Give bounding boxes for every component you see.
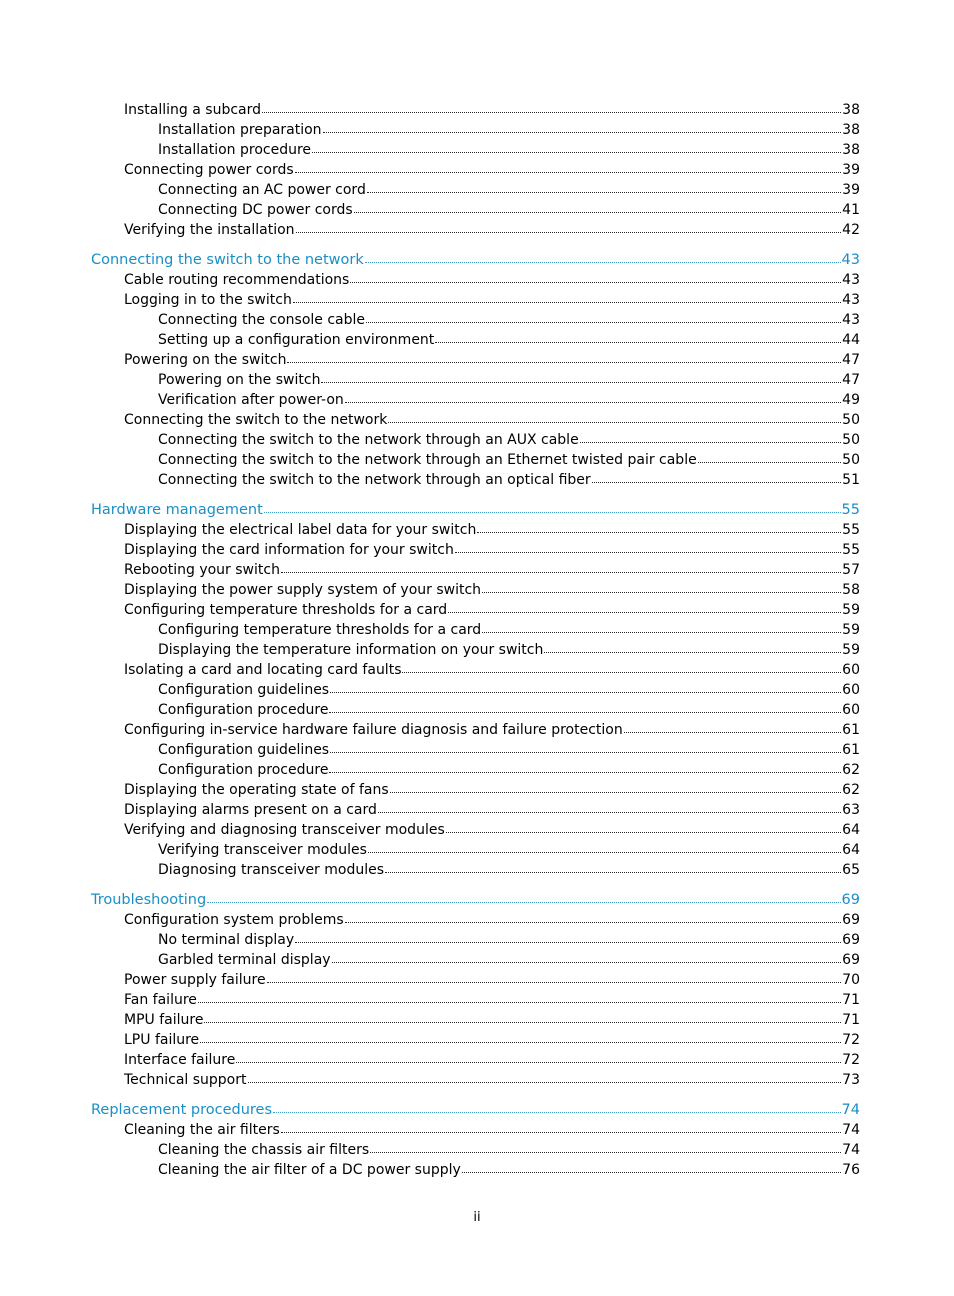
toc-entry[interactable] <box>124 540 860 560</box>
toc-page-number: 73 <box>842 1072 860 1088</box>
toc-entry[interactable] <box>124 270 860 290</box>
dot-leader <box>296 220 842 234</box>
toc-page-number: 59 <box>842 602 860 618</box>
toc-entry[interactable] <box>158 640 860 660</box>
toc-entry-title: Displaying the operating state of fans <box>124 782 389 798</box>
toc-entry[interactable] <box>124 1030 860 1050</box>
toc-page-number: 38 <box>842 122 860 138</box>
toc-entry-title: Cleaning the air filters <box>124 1122 280 1138</box>
toc-entry-title: Technical support <box>124 1072 247 1088</box>
toc-entry[interactable] <box>124 910 860 930</box>
toc-entry[interactable] <box>158 330 860 350</box>
toc-page-number: 72 <box>842 1052 860 1068</box>
toc-page-number: 43 <box>842 292 860 308</box>
toc-page-number: 69 <box>842 932 860 948</box>
toc-entry-title: Configuring in-service hardware failure diagnosis and failure protection <box>124 722 623 738</box>
toc-page-number: 71 <box>842 992 860 1008</box>
toc-entry-title: Installation procedure <box>158 142 312 158</box>
toc-entry-title: No terminal display <box>158 932 295 948</box>
dot-leader <box>345 910 841 924</box>
toc-entry-title: Logging in to the switch <box>124 292 292 308</box>
toc-entry-title: Installation preparation <box>158 122 322 138</box>
toc-entry-title: Troubleshooting <box>91 892 207 908</box>
toc-page-number: 55 <box>842 522 860 538</box>
toc-page-number: 43 <box>842 312 860 328</box>
toc-page-number: 62 <box>842 782 860 798</box>
toc-entry[interactable] <box>158 1160 860 1180</box>
dot-leader <box>248 1070 842 1084</box>
toc-entry-title: Connecting the switch to the network through an AUX cable <box>158 432 579 448</box>
toc-entry[interactable] <box>158 310 860 330</box>
toc-chapter-entry[interactable] <box>91 250 860 270</box>
toc-page-number: 74 <box>841 1102 860 1118</box>
toc-page-number: 72 <box>842 1032 860 1048</box>
toc-page-number: 61 <box>842 722 860 738</box>
toc-entry-title: Powering on the switch <box>158 372 321 388</box>
dot-leader <box>236 1050 841 1064</box>
dot-leader <box>293 290 841 304</box>
dot-leader <box>446 820 841 834</box>
toc-entry[interactable] <box>124 100 860 120</box>
dot-leader <box>287 350 841 364</box>
toc-page-number: 60 <box>842 662 860 678</box>
toc-page-number: 60 <box>842 682 860 698</box>
toc-entry[interactable] <box>158 860 860 880</box>
dot-leader <box>295 160 842 174</box>
toc-page-number: 43 <box>841 252 860 268</box>
dot-leader <box>448 600 841 614</box>
dot-leader <box>198 990 841 1004</box>
toc-entry[interactable] <box>158 370 860 390</box>
toc-entry-title: Installing a subcard <box>124 102 261 118</box>
toc-entry-title: Verifying transceiver modules <box>158 842 367 858</box>
dot-leader <box>365 250 841 264</box>
toc-entry[interactable] <box>158 470 860 490</box>
toc-entry[interactable] <box>124 290 860 310</box>
toc-entry-title: Isolating a card and locating card faults <box>124 662 402 678</box>
dot-leader <box>281 560 841 574</box>
toc-entry-title: Configuration procedure <box>158 702 329 718</box>
toc-page-number: 43 <box>842 272 860 288</box>
toc-entry-title: Displaying the card information for your switch <box>124 542 454 558</box>
toc-entry[interactable] <box>158 200 860 220</box>
toc-entry[interactable] <box>158 950 860 970</box>
toc-page-number: 39 <box>842 182 860 198</box>
toc-page-number: 70 <box>842 972 860 988</box>
toc-entry-title: Configuring temperature thresholds for a card <box>158 622 482 638</box>
toc-entry-title: MPU failure <box>124 1012 204 1028</box>
toc-entry-title: Garbled terminal display <box>158 952 331 968</box>
toc-entry[interactable] <box>158 620 860 640</box>
toc-entry-title: Configuration guidelines <box>158 682 330 698</box>
toc-entry-title: Displaying the temperature information on your switch <box>158 642 544 658</box>
toc-page-number: 65 <box>842 862 860 878</box>
toc-entry-title: Hardware management <box>91 502 263 518</box>
dot-leader <box>455 540 841 554</box>
toc-entry[interactable] <box>124 1010 860 1030</box>
dot-leader <box>477 520 841 534</box>
toc-page-number: 55 <box>841 502 860 518</box>
toc-entry-title: Rebooting your switch <box>124 562 280 578</box>
toc-entry[interactable] <box>124 560 860 580</box>
toc-entry-title: Verifying the installation <box>124 222 295 238</box>
dot-leader <box>262 100 841 114</box>
toc-page-number: 76 <box>842 1162 860 1178</box>
dot-leader <box>281 1120 841 1134</box>
toc-entry[interactable] <box>158 120 860 140</box>
dot-leader <box>332 950 842 964</box>
toc-page-number: 74 <box>842 1142 860 1158</box>
toc-entry-title: LPU failure <box>124 1032 200 1048</box>
toc-page-number: 63 <box>842 802 860 818</box>
toc-entry-title: Configuration system problems <box>124 912 344 928</box>
toc-page-number: 71 <box>842 1012 860 1028</box>
dot-leader <box>273 1100 841 1114</box>
toc-page-number: 69 <box>842 912 860 928</box>
toc-page-number: 50 <box>842 432 860 448</box>
toc-entry[interactable] <box>158 680 860 700</box>
toc-entry[interactable] <box>158 760 860 780</box>
toc-page-number: 50 <box>842 412 860 428</box>
toc-page-number: 47 <box>842 372 860 388</box>
dot-leader <box>345 390 841 404</box>
toc-page-number: 47 <box>842 352 860 368</box>
toc-entry-title: Interface failure <box>124 1052 236 1068</box>
toc-entry[interactable] <box>158 140 860 160</box>
toc-entry-title: Fan failure <box>124 992 197 1008</box>
dot-leader <box>592 470 841 484</box>
toc-entry[interactable] <box>158 390 860 410</box>
toc-page-number: 38 <box>842 102 860 118</box>
toc-entry-title: Connecting the switch to the network <box>91 252 364 268</box>
dot-leader <box>323 120 842 134</box>
toc-entry-title: Configuration guidelines <box>158 742 330 758</box>
toc-page-number: 61 <box>842 742 860 758</box>
toc-page-number: 60 <box>842 702 860 718</box>
page-number: ii <box>473 1210 481 1225</box>
toc-entry[interactable] <box>158 430 860 450</box>
dot-leader <box>462 1160 841 1174</box>
dot-leader <box>329 760 841 774</box>
dot-leader <box>350 270 841 284</box>
dot-leader <box>207 890 840 904</box>
toc-entry-title: Cleaning the air filter of a DC power supply <box>158 1162 461 1178</box>
toc-entry[interactable] <box>124 520 860 540</box>
dot-leader <box>354 200 842 214</box>
dot-leader <box>368 840 841 854</box>
dot-leader <box>200 1030 841 1044</box>
toc-page-number: 62 <box>842 762 860 778</box>
toc-entry-title: Cleaning the chassis air filters <box>158 1142 370 1158</box>
dot-leader <box>482 620 841 634</box>
toc-entry-title: Configuration procedure <box>158 762 329 778</box>
toc-entry-title: Displaying the power supply system of your switch <box>124 582 482 598</box>
dot-leader <box>312 140 841 154</box>
toc-entry[interactable] <box>124 800 860 820</box>
dot-leader <box>580 430 841 444</box>
toc-entry-title: Displaying alarms present on a card <box>124 802 377 818</box>
toc-entry[interactable] <box>124 1070 860 1090</box>
toc-entry-title: Verification after power-on <box>158 392 344 408</box>
dot-leader <box>544 640 841 654</box>
dot-leader <box>378 800 841 814</box>
toc-page-number: 74 <box>842 1122 860 1138</box>
toc-entry[interactable] <box>124 580 860 600</box>
toc-entry-title: Displaying the electrical label data for your switch <box>124 522 477 538</box>
toc-entry[interactable] <box>158 1140 860 1160</box>
toc-entry-title: Connecting the switch to the network <box>124 412 388 428</box>
toc-page-number: 39 <box>842 162 860 178</box>
toc-entry[interactable] <box>158 930 860 950</box>
toc-entry[interactable] <box>124 220 860 240</box>
dot-leader <box>329 700 841 714</box>
toc-entry-title: Cable routing recommendations <box>124 272 350 288</box>
toc-entry[interactable] <box>124 1050 860 1070</box>
toc-page-number: 50 <box>842 452 860 468</box>
dot-leader <box>698 450 841 464</box>
toc-entry-title: Connecting power cords <box>124 162 294 178</box>
toc-entry[interactable] <box>124 660 860 680</box>
toc-entry-title: Power supply failure <box>124 972 266 988</box>
toc-entry[interactable] <box>124 160 860 180</box>
dot-leader <box>402 660 841 674</box>
toc-page-number: 42 <box>842 222 860 238</box>
dot-leader <box>390 780 842 794</box>
dot-leader <box>370 1140 841 1154</box>
toc-page-number: 57 <box>842 562 860 578</box>
toc-page-number: 41 <box>842 202 860 218</box>
toc-entry[interactable] <box>124 820 860 840</box>
dot-leader <box>366 310 841 324</box>
toc-page-number: 69 <box>842 952 860 968</box>
dot-leader <box>330 740 841 754</box>
dot-leader <box>321 370 841 384</box>
toc-entry[interactable] <box>124 600 860 620</box>
toc-page-number: 59 <box>842 642 860 658</box>
toc-chapter-entry[interactable] <box>91 1100 860 1120</box>
toc-entry-title: Connecting the console cable <box>158 312 366 328</box>
toc-entry-title: Replacement procedures <box>91 1102 273 1118</box>
dot-leader <box>264 500 841 514</box>
toc-page-number: 64 <box>842 842 860 858</box>
toc-entry[interactable] <box>158 180 860 200</box>
toc-page-number: 55 <box>842 542 860 558</box>
toc-page-number: 58 <box>842 582 860 598</box>
toc-entry[interactable] <box>124 410 860 430</box>
toc-entry[interactable] <box>124 350 860 370</box>
dot-leader <box>435 330 841 344</box>
toc-entry[interactable] <box>124 780 860 800</box>
toc-entry[interactable] <box>158 840 860 860</box>
dot-leader <box>388 410 841 424</box>
toc-chapter-entry[interactable] <box>91 890 860 910</box>
toc-page-number: 49 <box>842 392 860 408</box>
dot-leader <box>385 860 841 874</box>
toc-entry-title: Diagnosing transceiver modules <box>158 862 385 878</box>
toc-page-number: 69 <box>841 892 860 908</box>
toc-entry[interactable] <box>158 450 860 470</box>
toc-entry[interactable] <box>124 720 860 740</box>
toc-entry[interactable] <box>124 970 860 990</box>
toc-entry-title: Connecting an AC power cord <box>158 182 366 198</box>
dot-leader <box>204 1010 841 1024</box>
toc-entry-title: Powering on the switch <box>124 352 287 368</box>
toc-page-number: 64 <box>842 822 860 838</box>
toc-entry-title: Connecting DC power cords <box>158 202 353 218</box>
dot-leader <box>295 930 841 944</box>
dot-leader <box>482 580 841 594</box>
toc-page-number: 59 <box>842 622 860 638</box>
toc-entry-title: Connecting the switch to the network through an Ethernet twisted pair cable <box>158 452 697 468</box>
toc-page-number: 38 <box>842 142 860 158</box>
dot-leader <box>330 680 841 694</box>
dot-leader <box>367 180 841 194</box>
toc-chapter-entry[interactable] <box>91 500 860 520</box>
toc-entry[interactable] <box>158 740 860 760</box>
toc-page-number: 51 <box>842 472 860 488</box>
dot-leader <box>624 720 841 734</box>
toc-entry-title: Connecting the switch to the network through an optical fiber <box>158 472 591 488</box>
toc-entry-title: Configuring temperature thresholds for a card <box>124 602 448 618</box>
toc-entry-title: Verifying and diagnosing transceiver modules <box>124 822 445 838</box>
toc-entry[interactable] <box>158 700 860 720</box>
toc-entry[interactable] <box>124 990 860 1010</box>
toc-entry[interactable] <box>124 1120 860 1140</box>
toc-entry-title: Setting up a configuration environment <box>158 332 435 348</box>
dot-leader <box>267 970 842 984</box>
toc-page-number: 44 <box>842 332 860 348</box>
